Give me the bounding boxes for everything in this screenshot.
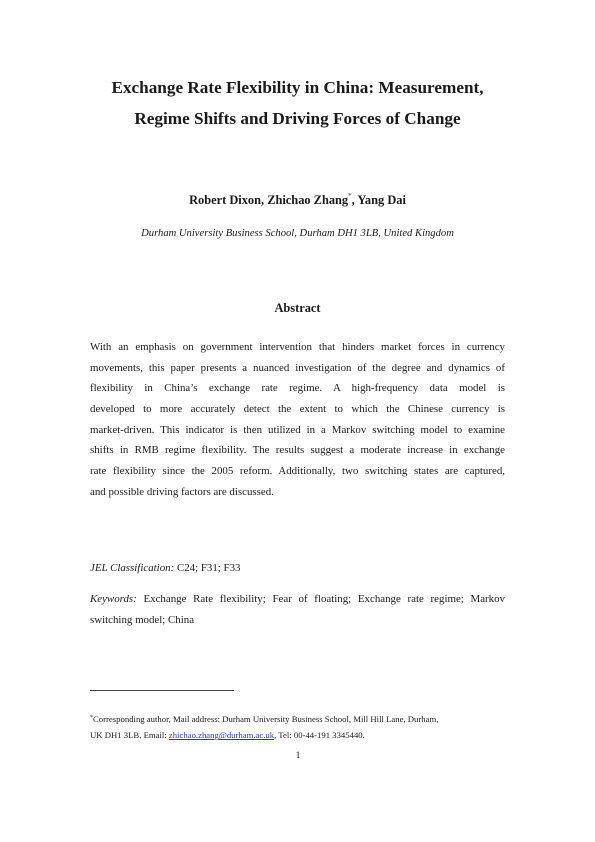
footnote-text-2-suffix: , Tel: 00-44-191 3345440.: [274, 730, 365, 741]
abstract-line: shifts in RMB regime flexibility. The results suggest a moderate increase in exchange: [90, 444, 505, 457]
author-affiliation: Durham University Business School, Durham DH1 3LB, United Kingdom: [141, 228, 454, 239]
keywords-text-1: Exchange Rate flexibility; Fear of floating; Exchange rate regime; Markov: [136, 593, 505, 605]
authors-text-2: , Yang Dai: [351, 193, 406, 207]
keywords-line-1: [90, 589, 505, 610]
corresponding-author-mark: *: [348, 192, 352, 200]
jel-label: JEL Classification:: [90, 562, 175, 574]
abstract-line: developed to more accurately detect the extent to which the Chinese currency is: [90, 403, 505, 416]
abstract-line: flexibility in China’s exchange rate regime. A high-frequency data model is: [90, 382, 505, 395]
jel-codes: C24; F31; F33: [174, 562, 241, 574]
abstract-heading: Abstract: [274, 301, 321, 315]
footnote-line-1: [90, 711, 510, 727]
keywords-label: Keywords:: [90, 593, 137, 605]
keywords: [90, 589, 505, 630]
footnote-divider: [90, 690, 234, 691]
keywords-line-2: switching model; China: [90, 613, 195, 626]
page-number: 1: [295, 751, 301, 761]
abstract-line: market-driven. This indicator is then utilized in a Markov switching model to examine: [90, 423, 505, 436]
footnote: [90, 711, 510, 744]
footnote-mark: *: [90, 715, 93, 721]
abstract-body: [90, 337, 505, 503]
abstract-line: movements, this paper presents a nuanced investigation of the degree and dynamics of: [90, 361, 505, 374]
abstract-line: rate flexibility since the 2005 reform. Additionally, two switching states are captured,: [90, 465, 505, 478]
jel-classification: [90, 562, 505, 574]
paper-title-line-2: Regime Shifts and Driving Forces of Change: [134, 109, 461, 128]
footnote-text-2-prefix: UK DH1 3LB, Email:: [90, 730, 169, 741]
footnote-text-1: Corresponding author, Mail address: Durham University Business School, Mill Hill Lane, Durham,: [93, 714, 439, 724]
paper-title-line-1: Exchange Rate Flexibility in China: Measurement,: [111, 78, 484, 97]
abstract-line: With an emphasis on government intervention that hinders market forces in currency: [90, 341, 505, 353]
email-link[interactable]: zhichao.zhang@durham.ac.uk: [168, 730, 275, 741]
paper-title: [60, 72, 535, 134]
authors-text-1: Robert Dixon, Zhichao Zhang: [189, 193, 349, 207]
author-list: [60, 193, 535, 208]
footnote-line-2: [90, 727, 510, 743]
abstract-line: and possible driving factors are discussed.: [90, 485, 274, 498]
